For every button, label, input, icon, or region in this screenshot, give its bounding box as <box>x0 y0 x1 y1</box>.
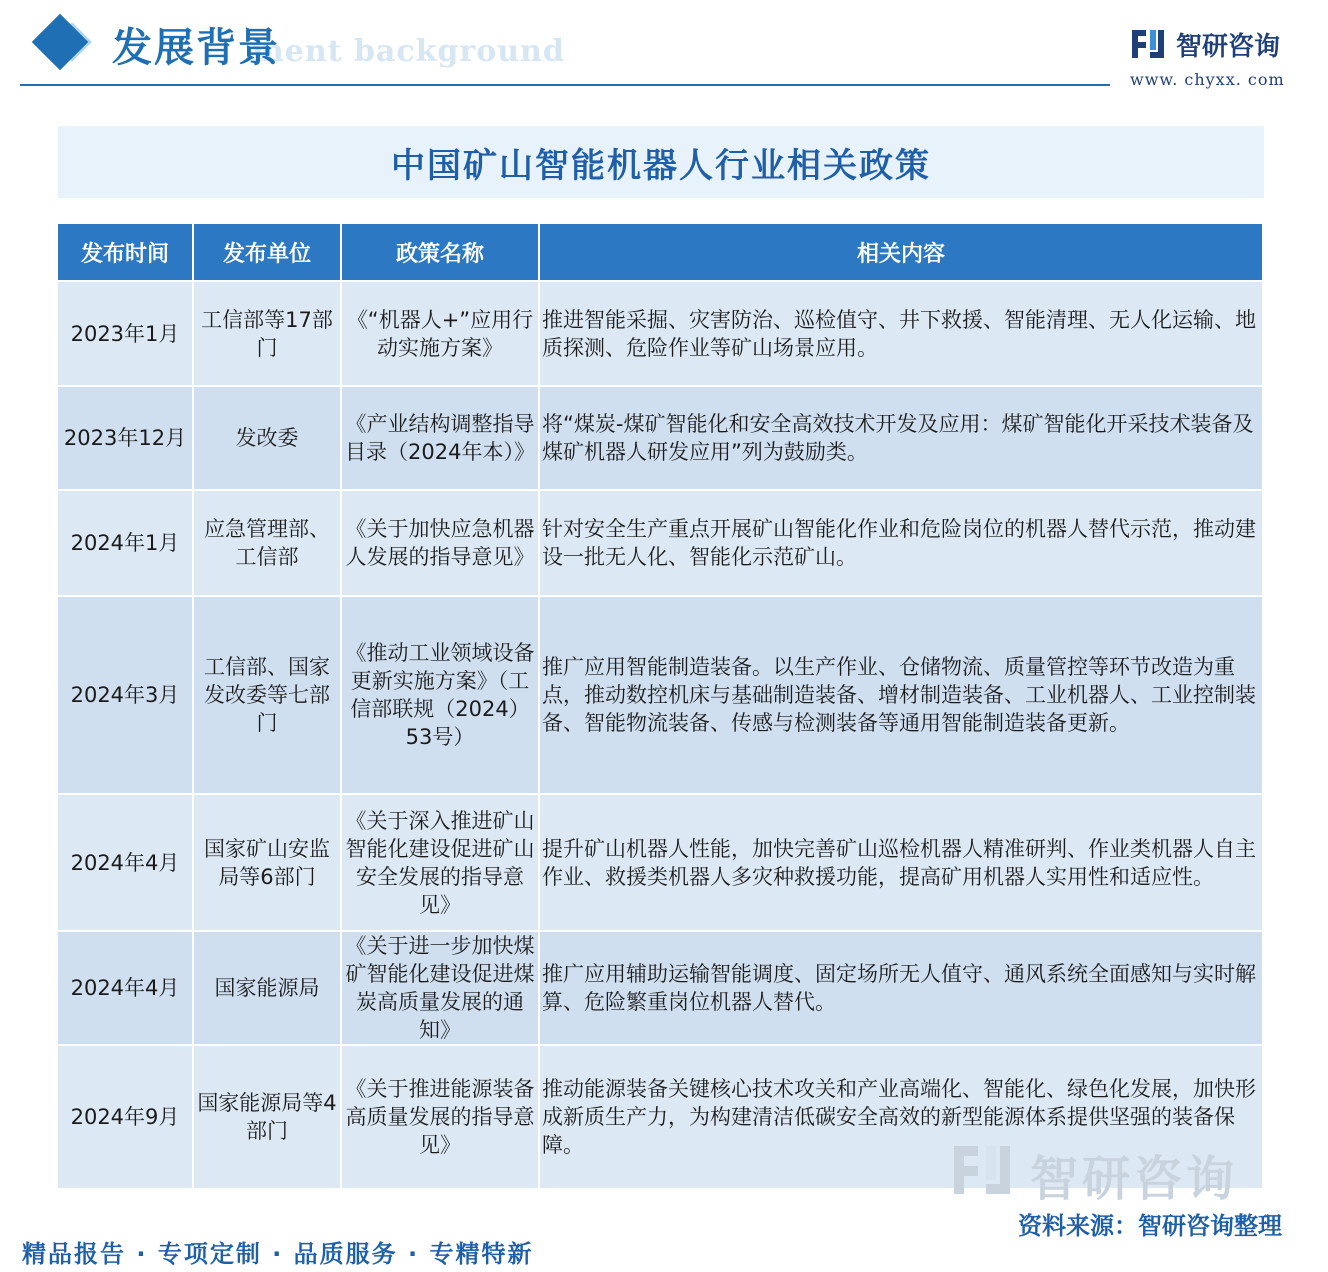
column-header-content: 相关内容 <box>540 224 1262 280</box>
cell-dept: 国家能源局 <box>194 932 340 1044</box>
cell-policy: 《关于推进能源装备高质量发展的指导意见》 <box>342 1046 538 1188</box>
cell-dept: 发改委 <box>194 387 340 489</box>
section-subtitle: ment background <box>252 34 565 69</box>
cell-dept: 国家矿山安监局等6部门 <box>194 795 340 930</box>
cell-date: 2024年4月 <box>58 795 192 930</box>
cell-date: 2024年3月 <box>58 597 192 793</box>
cell-dept: 工信部、国家发改委等七部门 <box>194 597 340 793</box>
cell-date: 2024年4月 <box>58 932 192 1044</box>
policy-table <box>56 222 1264 1190</box>
cell-dept: 工信部等17部门 <box>194 282 340 385</box>
table-title: 中国矿山智能机器人行业相关政策 <box>391 145 931 186</box>
cell-policy: 《关于深入推进矿山智能化建设促进矿山安全发展的指导意见》 <box>342 795 538 930</box>
cell-content: 推动能源装备关键核心技术攻关和产业高端化、智能化、绿色化发展，加快形成新质生产力，为构建清洁低碳安全高效的新型能源体系提供坚强的装备保障。 <box>540 1046 1262 1188</box>
page-header <box>0 0 1328 100</box>
cell-policy: 《关于进一步加快煤矿智能化建设促进煤炭高质量发展的通知》 <box>342 932 538 1044</box>
watermark-logo-icon <box>954 1142 1014 1198</box>
cell-date: 2023年12月 <box>58 387 192 489</box>
footer-slogan: 精品报告 · 专项定制 · 品质服务 · 专精特新 <box>22 1240 534 1268</box>
watermark-text: 智研咨询 <box>1030 1151 1239 1207</box>
cell-content: 推广应用智能制造装备。以生产作业、仓储物流、质量管控等环节改造为重点，推动数控机床与基础制造装备、增材制造装备、工业机器人、工业控制装备、智能物流装备、传感与检测装备等通用智能制造装备更新。 <box>540 597 1262 793</box>
section-title: 发展背景 <box>112 24 280 71</box>
cell-date: 2023年1月 <box>58 282 192 385</box>
cell-content: 推进智能采掘、灾害防治、巡检值守、井下救援、智能清理、无人化运输、地质探测、危险作业等矿山场景应用。 <box>540 282 1262 385</box>
table-title-panel <box>58 126 1264 198</box>
brand-name: 智研咨询 <box>1176 32 1281 62</box>
header-divider <box>20 84 1110 86</box>
cell-content: 提升矿山机器人性能，加快完善矿山巡检机器人精准研判、作业类机器人自主作业、救援类机器人多灾种救援功能，提高矿用机器人实用性和适应性。 <box>540 795 1262 930</box>
brand-url: www. chyxx. com <box>1130 70 1285 89</box>
table-header-row <box>58 224 1262 280</box>
source-note: 资料来源：智研咨询整理 <box>1018 1212 1282 1240</box>
table-row <box>58 282 1262 385</box>
column-header-date: 发布时间 <box>58 224 192 280</box>
table-row <box>58 597 1262 793</box>
cell-dept: 应急管理部、工信部 <box>194 491 340 595</box>
cell-content: 将“煤炭-煤矿智能化和安全高效技术开发及应用：煤矿智能化开采技术装备及煤矿机器人研发应用”列为鼓励类。 <box>540 387 1262 489</box>
brand-logo-icon <box>1132 28 1166 60</box>
column-header-dept: 发布单位 <box>194 224 340 280</box>
cell-policy: 《推动工业领域设备更新实施方案》（工信部联规（2024）53号） <box>342 597 538 793</box>
table-row <box>58 932 1262 1044</box>
table-row <box>58 491 1262 595</box>
cell-policy: 《“机器人+”应用行动实施方案》 <box>342 282 538 385</box>
table-row <box>58 387 1262 489</box>
cell-content: 推广应用辅助运输智能调度、固定场所无人值守、通风系统全面感知与实时解算、危险繁重岗位机器人替代。 <box>540 932 1262 1044</box>
cell-date: 2024年1月 <box>58 491 192 595</box>
diamond-bullet-icon <box>32 14 89 71</box>
cell-dept: 国家能源局等4部门 <box>194 1046 340 1188</box>
cell-content: 针对安全生产重点开展矿山智能化作业和危险岗位的机器人替代示范，推动建设一批无人化、智能化示范矿山。 <box>540 491 1262 595</box>
table-row <box>58 795 1262 930</box>
cell-policy: 《关于加快应急机器人发展的指导意见》 <box>342 491 538 595</box>
cell-policy: 《产业结构调整指导目录（2024年本）》 <box>342 387 538 489</box>
column-header-policy: 政策名称 <box>342 224 538 280</box>
cell-date: 2024年9月 <box>58 1046 192 1188</box>
